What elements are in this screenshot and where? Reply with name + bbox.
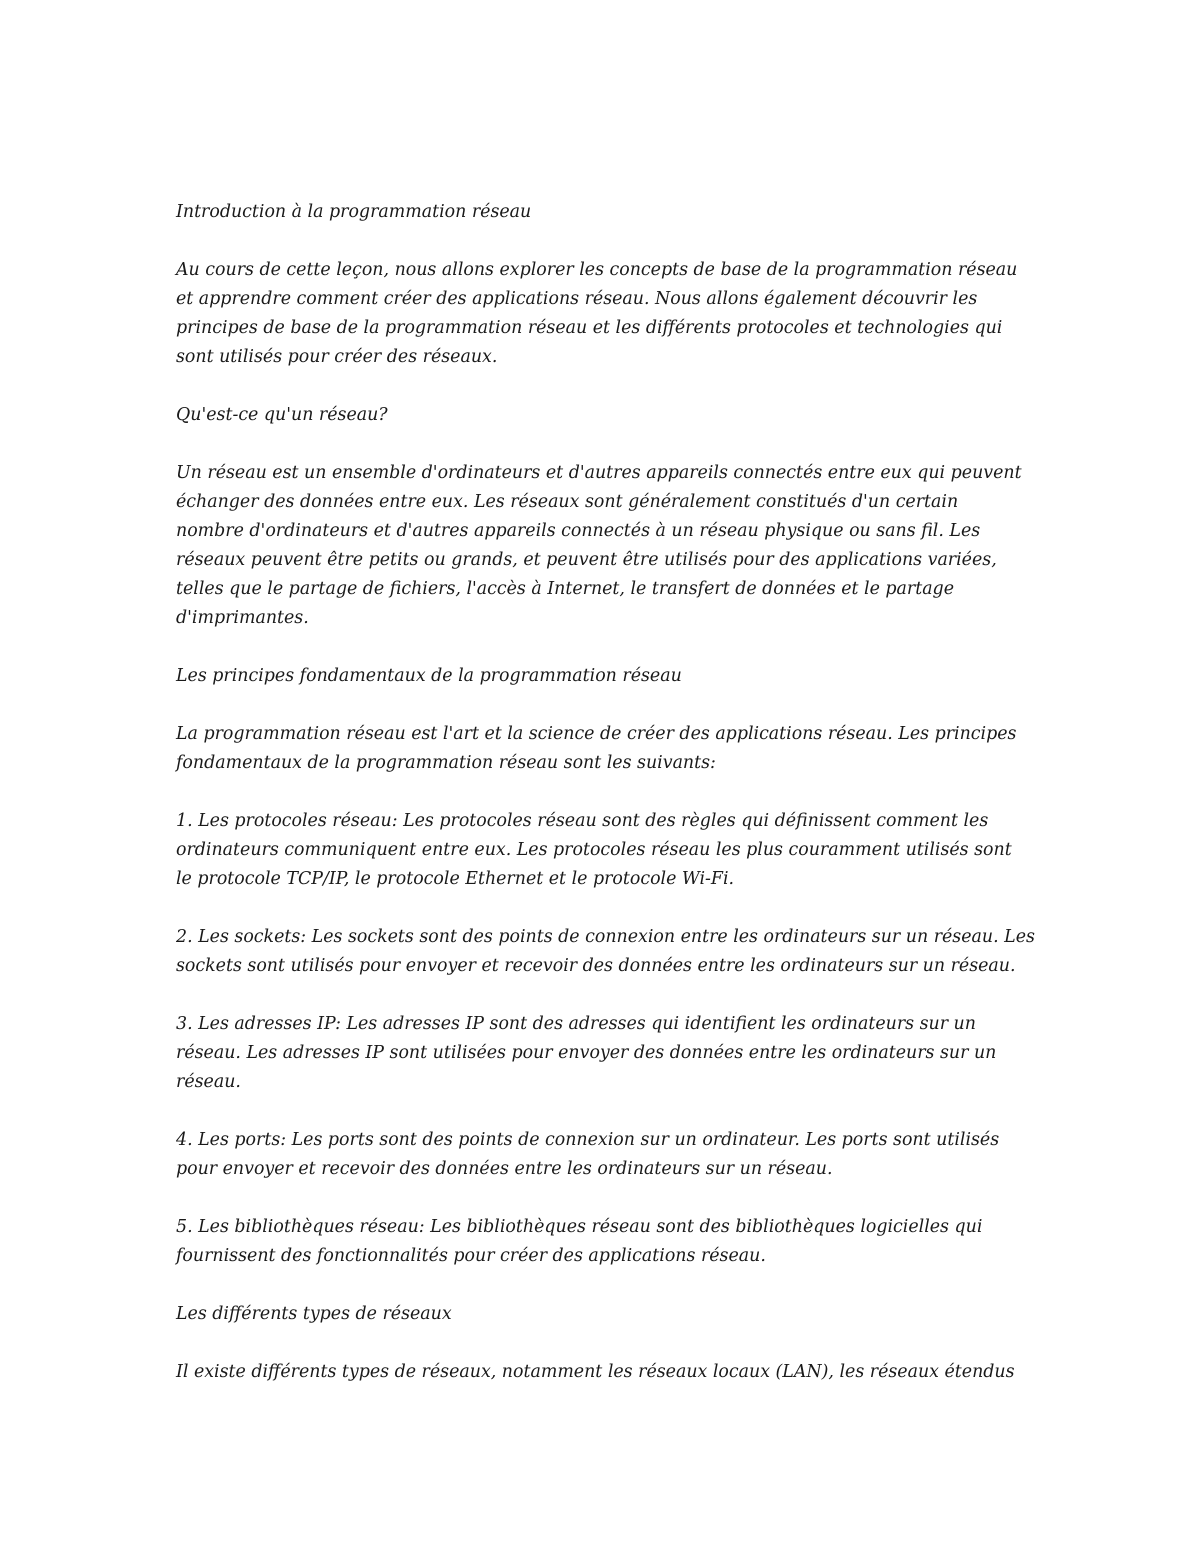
list-item-ports: 4. Les ports: Les ports sont des points de connexion sur un ordinateur. Les ports sont utilisés pour envoyer et recevoir des données entre les ordinateurs sur un réseau. xyxy=(176,1130,1000,1179)
intro-paragraph: Au cours de cette leçon, nous allons explorer les concepts de base de la programmation réseau et apprendre comment créer des applications réseau. Nous allons également découvrir les principes de base de la programmation réseau et les différents protocoles et technologies qui sont utilisés pour créer des réseaux. xyxy=(176,260,1018,367)
section-heading-principes: Les principes fondamentaux de la programmation réseau xyxy=(176,666,682,686)
section-heading-reseau: Qu'est-ce qu'un réseau? xyxy=(176,405,388,425)
section-paragraph-principes: La programmation réseau est l'art et la science de créer des applications réseau. Les principes fondamentaux de la programmation réseau sont les suivants: xyxy=(176,724,1017,773)
list-item-sockets: 2. Les sockets: Les sockets sont des points de connexion entre les ordinateurs sur un réseau. Les sockets sont utilisés pour envoyer et recevoir des données entre les ordinateurs sur un réseau. xyxy=(176,927,1035,976)
list-item-bibliotheques: 5. Les bibliothèques réseau: Les bibliothèques réseau sont des bibliothèques logicielles qui fournissent des fonctionnalités pour créer des applications réseau. xyxy=(176,1217,983,1266)
list-item-adresses-ip: 3. Les adresses IP: Les adresses IP sont des adresses qui identifient les ordinateurs sur un réseau. Les adresses IP sont utilisées pour envoyer des données entre les ordinateurs sur un réseau. xyxy=(176,1014,997,1092)
section-paragraph-reseau: Un réseau est un ensemble d'ordinateurs et d'autres appareils connectés entre eux qui peuvent échanger des données entre eux. Les réseaux sont généralement constitués d'un certain nombre d'ordinateurs et d'autres appareils connectés à un réseau physique ou sans fil. Les réseaux peuvent être petits ou grands, et peuvent être utilisés pour des applications variées, telles que le partage de fichiers, l'accès à Internet, le transfert de données et le partage d'imprimantes. xyxy=(176,463,1022,628)
document-title: Introduction à la programmation réseau xyxy=(176,202,532,222)
section-paragraph-types: Il existe différents types de réseaux, notamment les réseaux locaux (LAN), les réseaux étendus xyxy=(176,1362,1015,1382)
document-body xyxy=(176,198,1036,1416)
list-item-protocoles: 1. Les protocoles réseau: Les protocoles réseau sont des règles qui définissent comment les ordinateurs communiquent entre eux. Les protocoles réseau les plus couramment utilisés sont le protocole TCP/IP, le protocole Ethernet et le protocole Wi-Fi. xyxy=(176,811,1012,889)
section-heading-types: Les différents types de réseaux xyxy=(176,1304,452,1324)
